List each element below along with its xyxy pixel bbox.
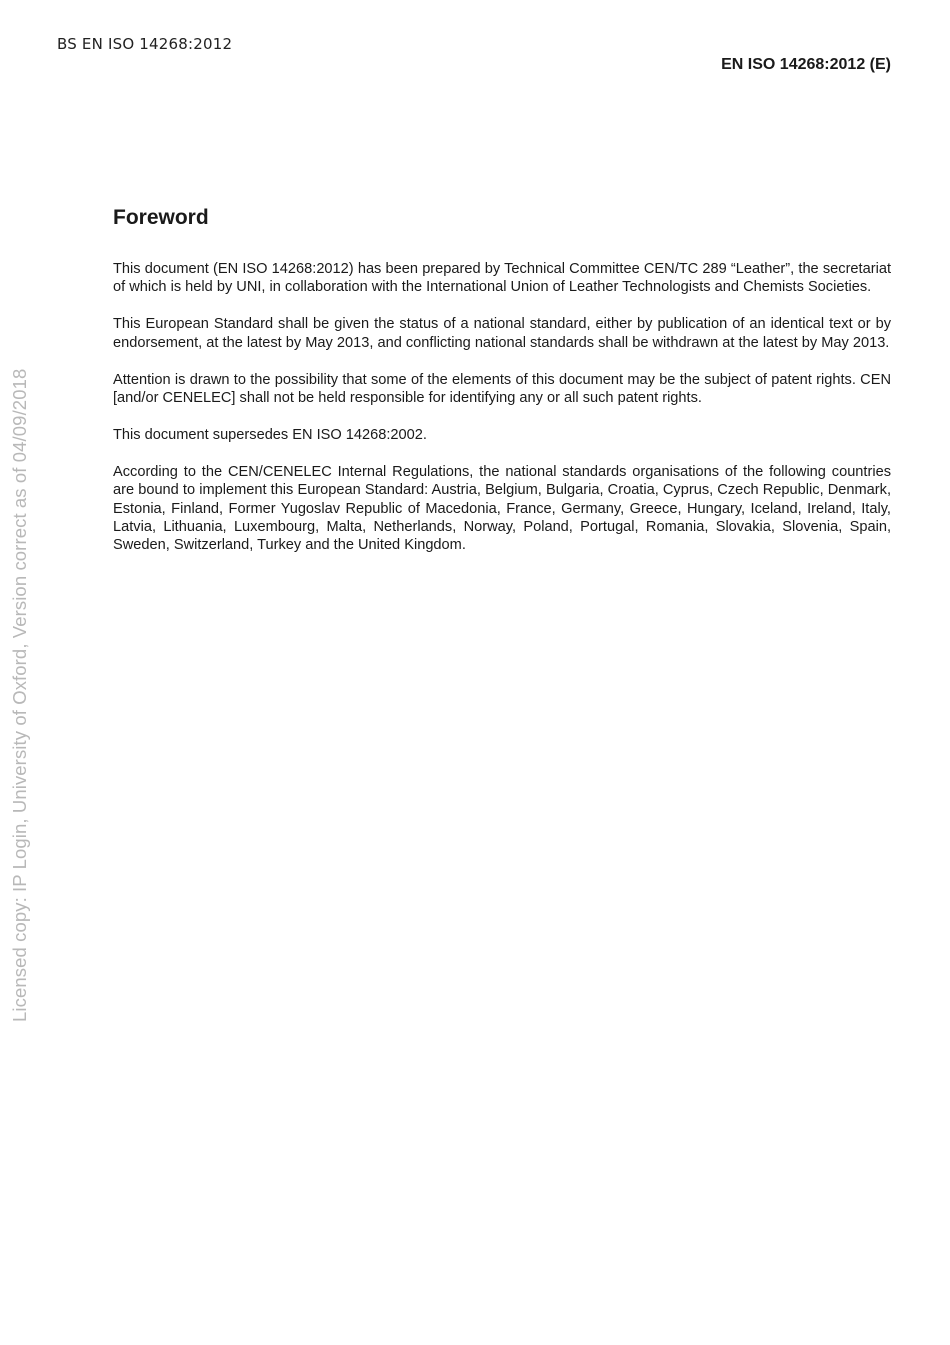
foreword-paragraph-5: According to the CEN/CENELEC Internal Regulations, the national standards organisations of the following countries are bound to implement this European Standard: Austria, Belgium, Bulgaria, Croatia, Cyprus, Czech Republic, Denmark, Estonia, Finland, Former Yugoslav Republic of Macedonia, France, Germany, Greece, Hungary, Iceland, Ireland, Italy, Latvia, Lithuania, Luxembourg, Malta, Netherlands, Norway, Poland, Portugal, Romania, Slovakia, Slovenia, Spain, Sweden, Switzerland, Turkey and the United Kingdom. xyxy=(113,463,891,554)
foreword-section xyxy=(113,206,891,573)
foreword-paragraph-1: This document (EN ISO 14268:2012) has been prepared by Technical Committee CEN/TC 289 “Leather”, the secretariat of which is held by UNI, in collaboration with the International Union of Leather Technologists and Chemists Societies. xyxy=(113,261,891,296)
license-watermark: Licensed copy: IP Login, University of Oxford, Version correct as of 04/09/2018 xyxy=(9,368,30,1022)
foreword-paragraph-4: This document supersedes EN ISO 14268:2002. xyxy=(113,426,427,443)
foreword-title: Foreword xyxy=(113,206,209,229)
document-id-left: BS EN ISO 14268:2012 xyxy=(57,35,233,53)
document-id-right: EN ISO 14268:2012 (E) xyxy=(721,56,891,73)
foreword-paragraph-2: This European Standard shall be given the status of a national standard, either by publication of an identical text or by endorsement, at the latest by May 2013, and conflicting national standards shall be withdrawn at the latest by May 2013. xyxy=(113,316,891,351)
foreword-paragraph-3: Attention is drawn to the possibility that some of the elements of this document may be the subject of patent rights. CEN [and/or CENELEC] shall not be held responsible for identifying any or all such patent rights. xyxy=(113,371,891,407)
